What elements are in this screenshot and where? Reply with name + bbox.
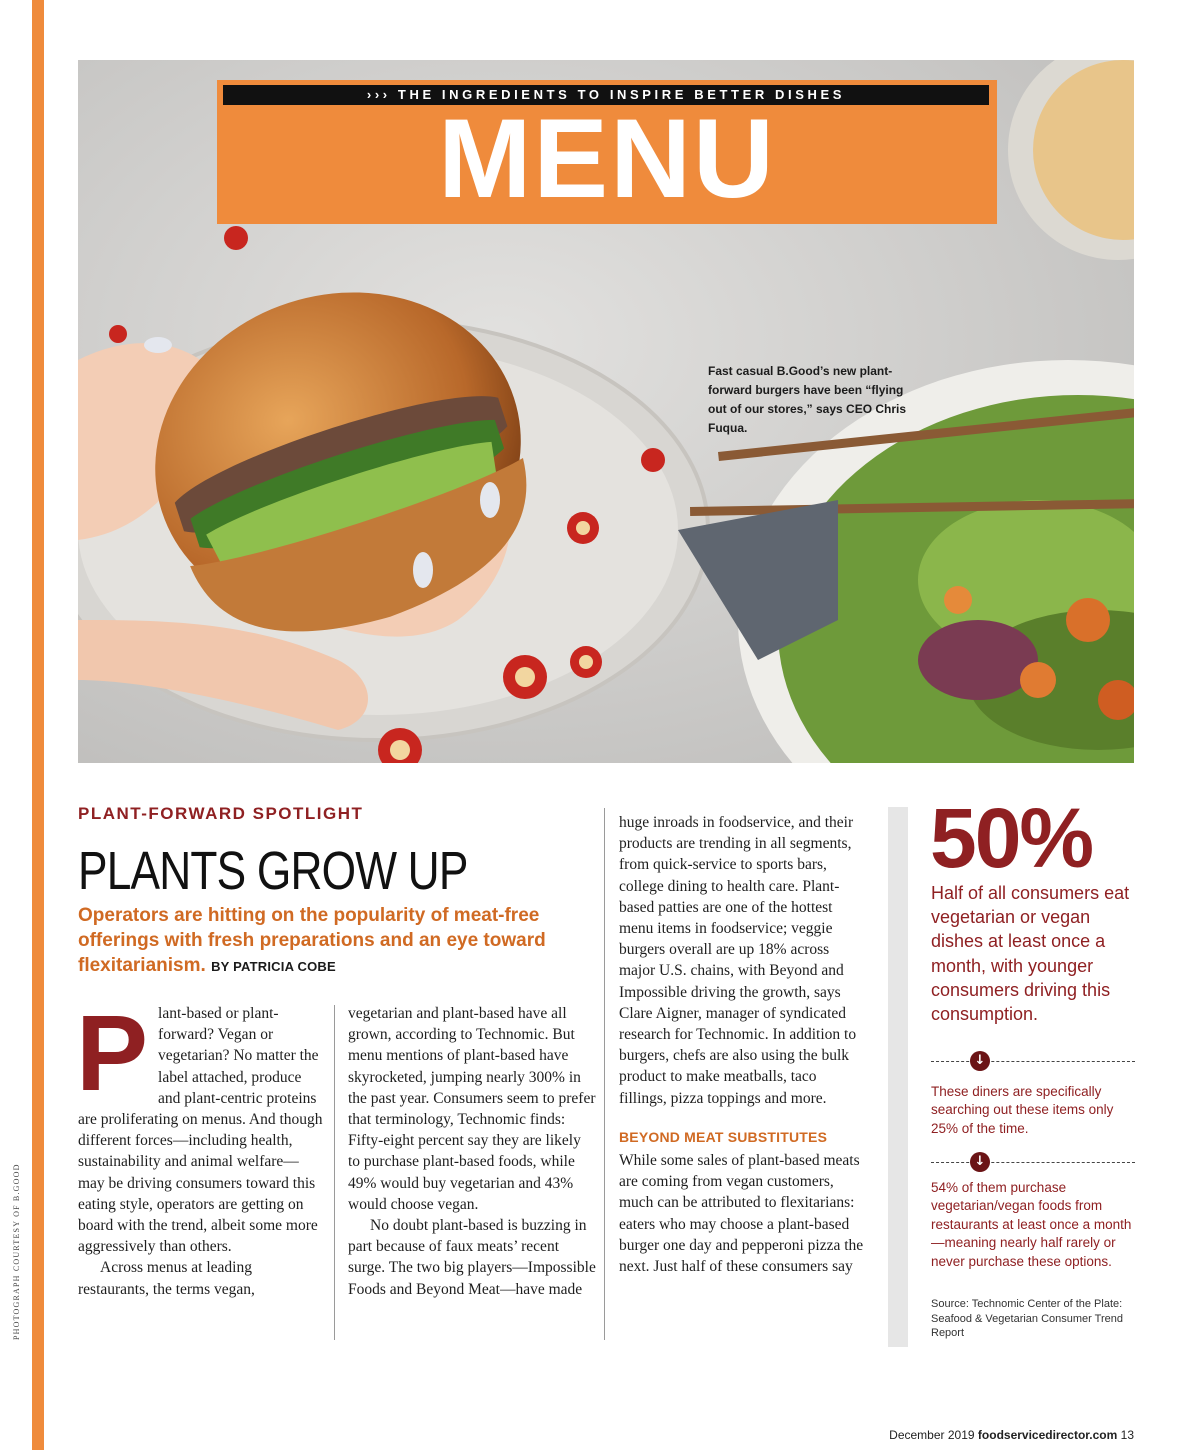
page-folio (889, 1428, 1134, 1442)
article-byline: BY PATRICIA COBE (211, 959, 336, 974)
paragraph: No doubt plant-based is buzzing in part because of faux meats’ recent surge. The two big players—Impossible Foods and Beyond Meat—have made (348, 1217, 596, 1298)
body-column-2 (348, 1003, 596, 1300)
paragraph: lant-based or plant-forward? Vegan or vegetarian? No matter the label attached, produce and plant-centric proteins are proliferating on menus. And though different forces—including health, sustainability and animal welfare—may be driving consumers toward this eating style, operators are getting on board with the trend, albeit some more aggressively than others. (78, 1005, 323, 1256)
column-rule (334, 1005, 335, 1340)
masthead-title: MENU (438, 96, 776, 221)
photo-credit: PHOTOGRAPH COURTESY OF B.GOOD (12, 1163, 21, 1340)
body-column-3 (619, 812, 867, 1277)
issue-date: December 2019 (889, 1428, 975, 1442)
stat-divider (931, 1162, 1135, 1163)
accent-bar (32, 0, 44, 1450)
paragraph: While some sales of plant-based meats are coming from vegan customers, much can be attributed to flexitarians: eaters who may choose a plant-based burger one day and pepperoni pizza the next. Just half of these consumers say (619, 1152, 864, 1276)
dropcap: P (76, 992, 149, 1113)
dek-text: Operators are hitting on the popularity of meat-free offerings with fresh preparations and an eye toward flexitarianism. (78, 905, 546, 976)
masthead-tagline: ››› THE INGREDIENTS TO INSPIRE BETTER DISHES (223, 85, 989, 105)
photo-caption: Fast casual B.Good’s new plant-forward burgers have been “flying out of our stores,” says CEO Chris Fuqua. (708, 364, 907, 435)
stat-sidebar-bar (888, 807, 908, 1347)
paragraph: Across menus at leading restaurants, the terms vegan, (78, 1259, 255, 1298)
body-column-1 (76, 992, 323, 1300)
stat-fact-2: 54% of them purchase vegetarian/vegan foods from restaurants at least once a month—meaning nearly half rarely or never purchase these options. (931, 1180, 1132, 1269)
section-subhead: BEYOND MEAT SUBSTITUTES (619, 1128, 828, 1145)
stat-fact-1: These diners are specifically searching out these items only 25% of the time. (931, 1084, 1114, 1136)
stat-divider (931, 1061, 1135, 1062)
article-dek (78, 903, 598, 979)
stat-description: Half of all consumers eat vegetarian or vegan dishes at least once a month, with younger consumers driving this consumption. (931, 883, 1130, 1025)
chevron-down-icon: ↓ (970, 1152, 990, 1172)
page-number: 13 (1120, 1428, 1134, 1442)
paragraph: vegetarian and plant-based have all grown, according to Technomic. But menu mentions of plant-based have skyrocketed, jumping nearly 300% in the past year. Consumers seem to prefer that terminology, Technomic finds: Fifty-eight percent say they are likely to purchase plant-based foods, while 49% would buy vegetarian and 43% would choose vegan. (348, 1005, 596, 1213)
article-headline: PLANTS GROW UP (78, 841, 468, 901)
chevron-down-icon: ↓ (970, 1051, 990, 1071)
stat-source: Source: Technomic Center of the Plate: Seafood & Vegetarian Consumer Trend Report (931, 1298, 1124, 1339)
publication-site[interactable]: foodservicedirector.com (977, 1428, 1118, 1442)
column-rule (604, 808, 605, 1340)
section-masthead (217, 80, 997, 224)
article-kicker: PLANT-FORWARD SPOTLIGHT (78, 804, 364, 823)
stat-headline-number: 50% (930, 791, 1093, 885)
paragraph: huge inroads in foodservice, and their products are trending in all segments, from quick-service to sports bars, college dining to health care. Plant-based patties are one of the hottest menu items in foodservice; veggie burgers overall are up 18% across major U.S. chains, with Beyond and Impossible driving the growth, says Clare Aigner, manager of syndicated research for Technomic. In addition to burgers, chefs are also using the bulk product to make meatballs, taco fillings, pizza toppings and more. (619, 814, 857, 1107)
